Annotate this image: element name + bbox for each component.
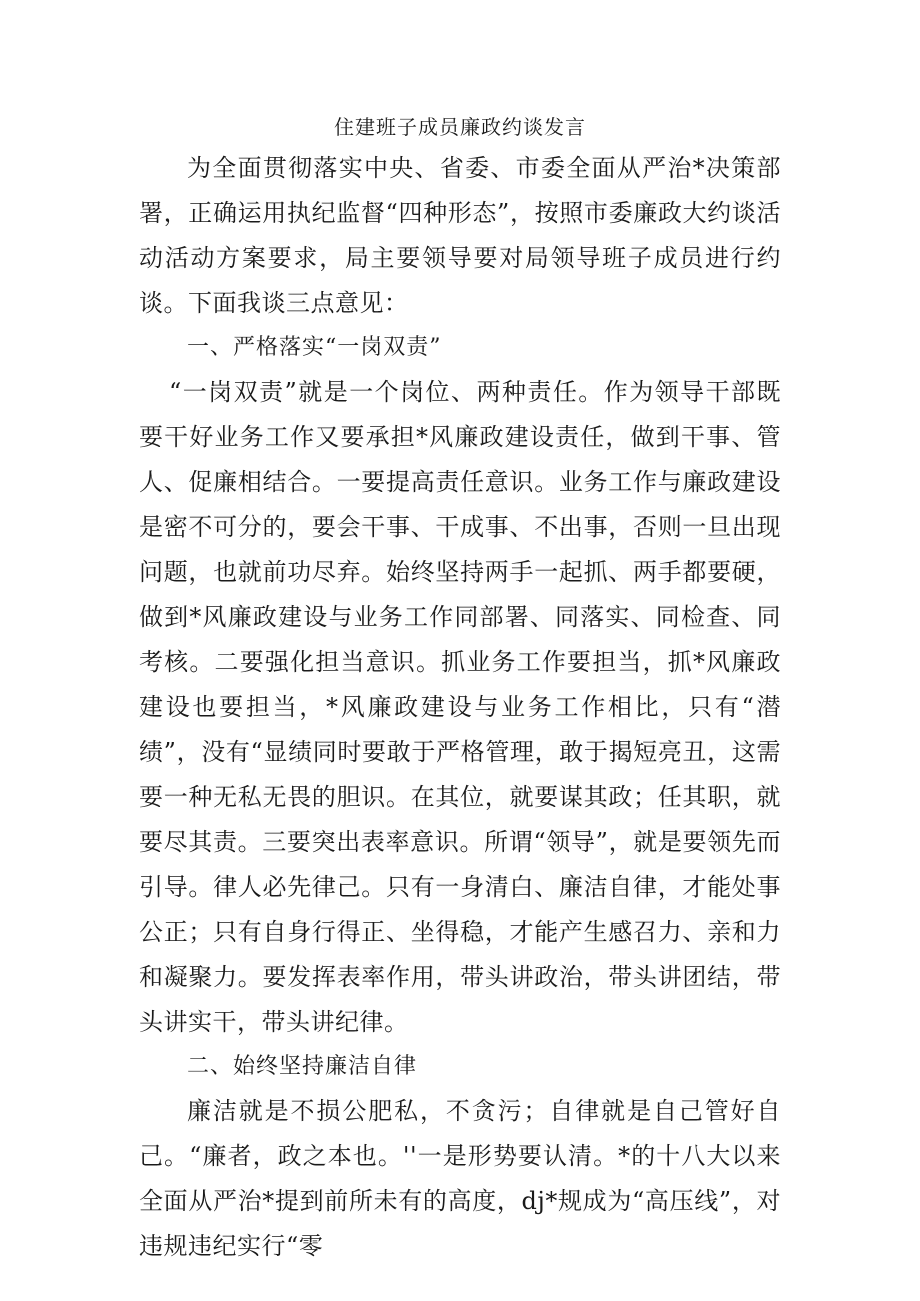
intro-paragraph: 为全面贯彻落实中央、省委、市委全面从严治*决策部署，正确运用执纪监督“四种形态”，按照市委廉政大约谈活动活动方案要求，局主要领导要对局领导班子成员进行约谈。下面我谈三点意见： [139, 154, 781, 317]
document-title: 住建班子成员廉政约谈发言 [334, 115, 586, 139]
section-2-heading: 二、始终坚持廉洁自律 [187, 1054, 418, 1079]
section-1-body: “一岗双责”就是一个岗位、两种责任。作为领导干部既要干好业务工作又要承担*风廉政建设责任，做到干事、管人、促廉相结合。一要提高责任意识。业务工作与廉政建设是密不可分的，要会干事、干成事、不出事，否则一旦出现问题，也就前功尽弃。始终坚持两手一起抓、两手都要硬，做到*风廉政建设与业务工作同部署、同落实、同检查、同考核。二要强化担当意识。抓业务工作要担当，抓*风廉政建设也要担当，*风廉政建设与业务工作相比，只有“潜绩”，没有“显绩同时要敢于严格管理，敢于揭短亮丑，这需要一种无私无畏的胆识。在其位，就要谋其政；任其职，就要尽其责。三要突出表率意识。所谓“领导”，就是要领先而引导。律人必先律己。只有一身清白、廉洁自律，才能处事公正；只有自身行得正、坐得稳，才能产生感召力、亲和力和凝聚力。要发挥表率作用，带头讲政治，带头讲团结，带头讲实干，带头讲纪律。 [139, 378, 781, 1036]
section-2-body: 廉洁就是不损公肥私，不贪污；自律就是自己管好自己。“廉者，政之本也。''一是形势要认清。*的十八大以来全面从严治*提到前所未有的高度，dj*规成为“高压线”，对违规违纪实行“零 [139, 1097, 781, 1260]
section-1-heading: 一、严格落实“一岗双责” [187, 335, 442, 360]
